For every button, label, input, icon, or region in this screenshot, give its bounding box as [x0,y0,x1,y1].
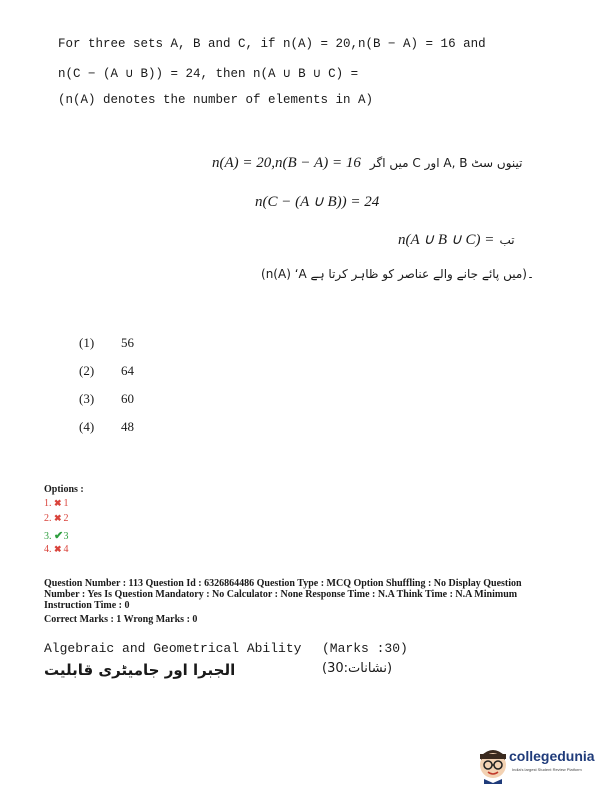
option-number: (4) [79,419,95,434]
answer-option-3 [44,529,69,542]
answer-option-1 [44,498,69,509]
urdu-line-4: (n(A) ‘A میں پائے جانے والے عناصر کو ظاہر کرتا ہے)۔ [261,267,534,281]
answer-number: 1. [44,498,52,509]
urdu-line-3-math: n(A ∪ B ∪ C) = [398,232,495,248]
option-value: 60 [121,391,134,406]
answer-value: 4 [63,544,69,555]
urdu-line-2-math: n(C − (A ∪ B)) = 24 [255,194,380,210]
question-line-1: For three sets A, B and C, if n(A) = 20,n(B − A) = 16 and [58,37,486,51]
meta-line-1: Question Number : 113 Question Id : 6326864486 Question Type : MCQ Option Shuffling : No Display Question [44,578,522,589]
meta-line-4: Correct Marks : 1 Wrong Marks : 0 [44,614,198,625]
urdu-line-3 [398,229,515,249]
answer-option-2 [44,513,69,524]
answer-value: 1 [63,498,69,509]
collegedunia-logo [478,746,606,786]
option-value: 48 [121,419,134,434]
wrong-icon: ✖ [54,513,62,523]
option-value: 56 [121,335,134,350]
urdu-line-1-text: تینوں سٹ A, B اور C میں اگر [369,156,523,170]
wrong-icon: ✖ [54,498,62,508]
answer-number: 2. [44,513,52,524]
logo-name: collegedunia [509,748,595,764]
answer-value: 2 [63,513,69,524]
meta-line-3: Instruction Time : 0 [44,600,130,611]
urdu-line-3-text: تب [499,233,515,247]
section-marks-urdu: (نشانات:30) [322,661,393,676]
urdu-line-1-math: n(A) = 20,n(B − A) = 16 [212,155,361,171]
option-value: 64 [121,363,134,378]
option-4 [79,419,134,435]
option-1 [79,335,134,351]
check-icon: ✔ [54,530,64,542]
student-mascot-icon [478,746,508,784]
option-number: (3) [79,391,95,406]
meta-line-2: Number : Yes Is Question Mandatory : No Calculator : None Response Time : N.A Think Time : N.A Minimum [44,589,518,600]
question-line-2: n(C − (A ∪ B)) = 24, then n(A ∪ B ∪ C) = [58,67,359,81]
urdu-line-1 [212,152,523,172]
option-number: (2) [79,363,95,378]
wrong-icon: ✖ [54,544,62,554]
answer-number: 3. [44,531,52,542]
answer-value: 3 [63,531,69,542]
option-number: (1) [79,335,95,350]
option-3 [79,391,134,407]
option-2 [79,363,134,379]
answer-option-4 [44,544,69,555]
logo-tagline: India's largest Student Review Platform [512,767,582,772]
section-marks: (Marks :30) [322,641,408,656]
section-title-urdu: الجبرا اور جامیٹری قابلیت [44,661,236,679]
section-title: Algebraic and Geometrical Ability [44,641,302,656]
options-heading: Options : [44,484,84,495]
answer-number: 4. [44,544,52,555]
question-line-3: (n(A) denotes the number of elements in A) [58,93,374,107]
